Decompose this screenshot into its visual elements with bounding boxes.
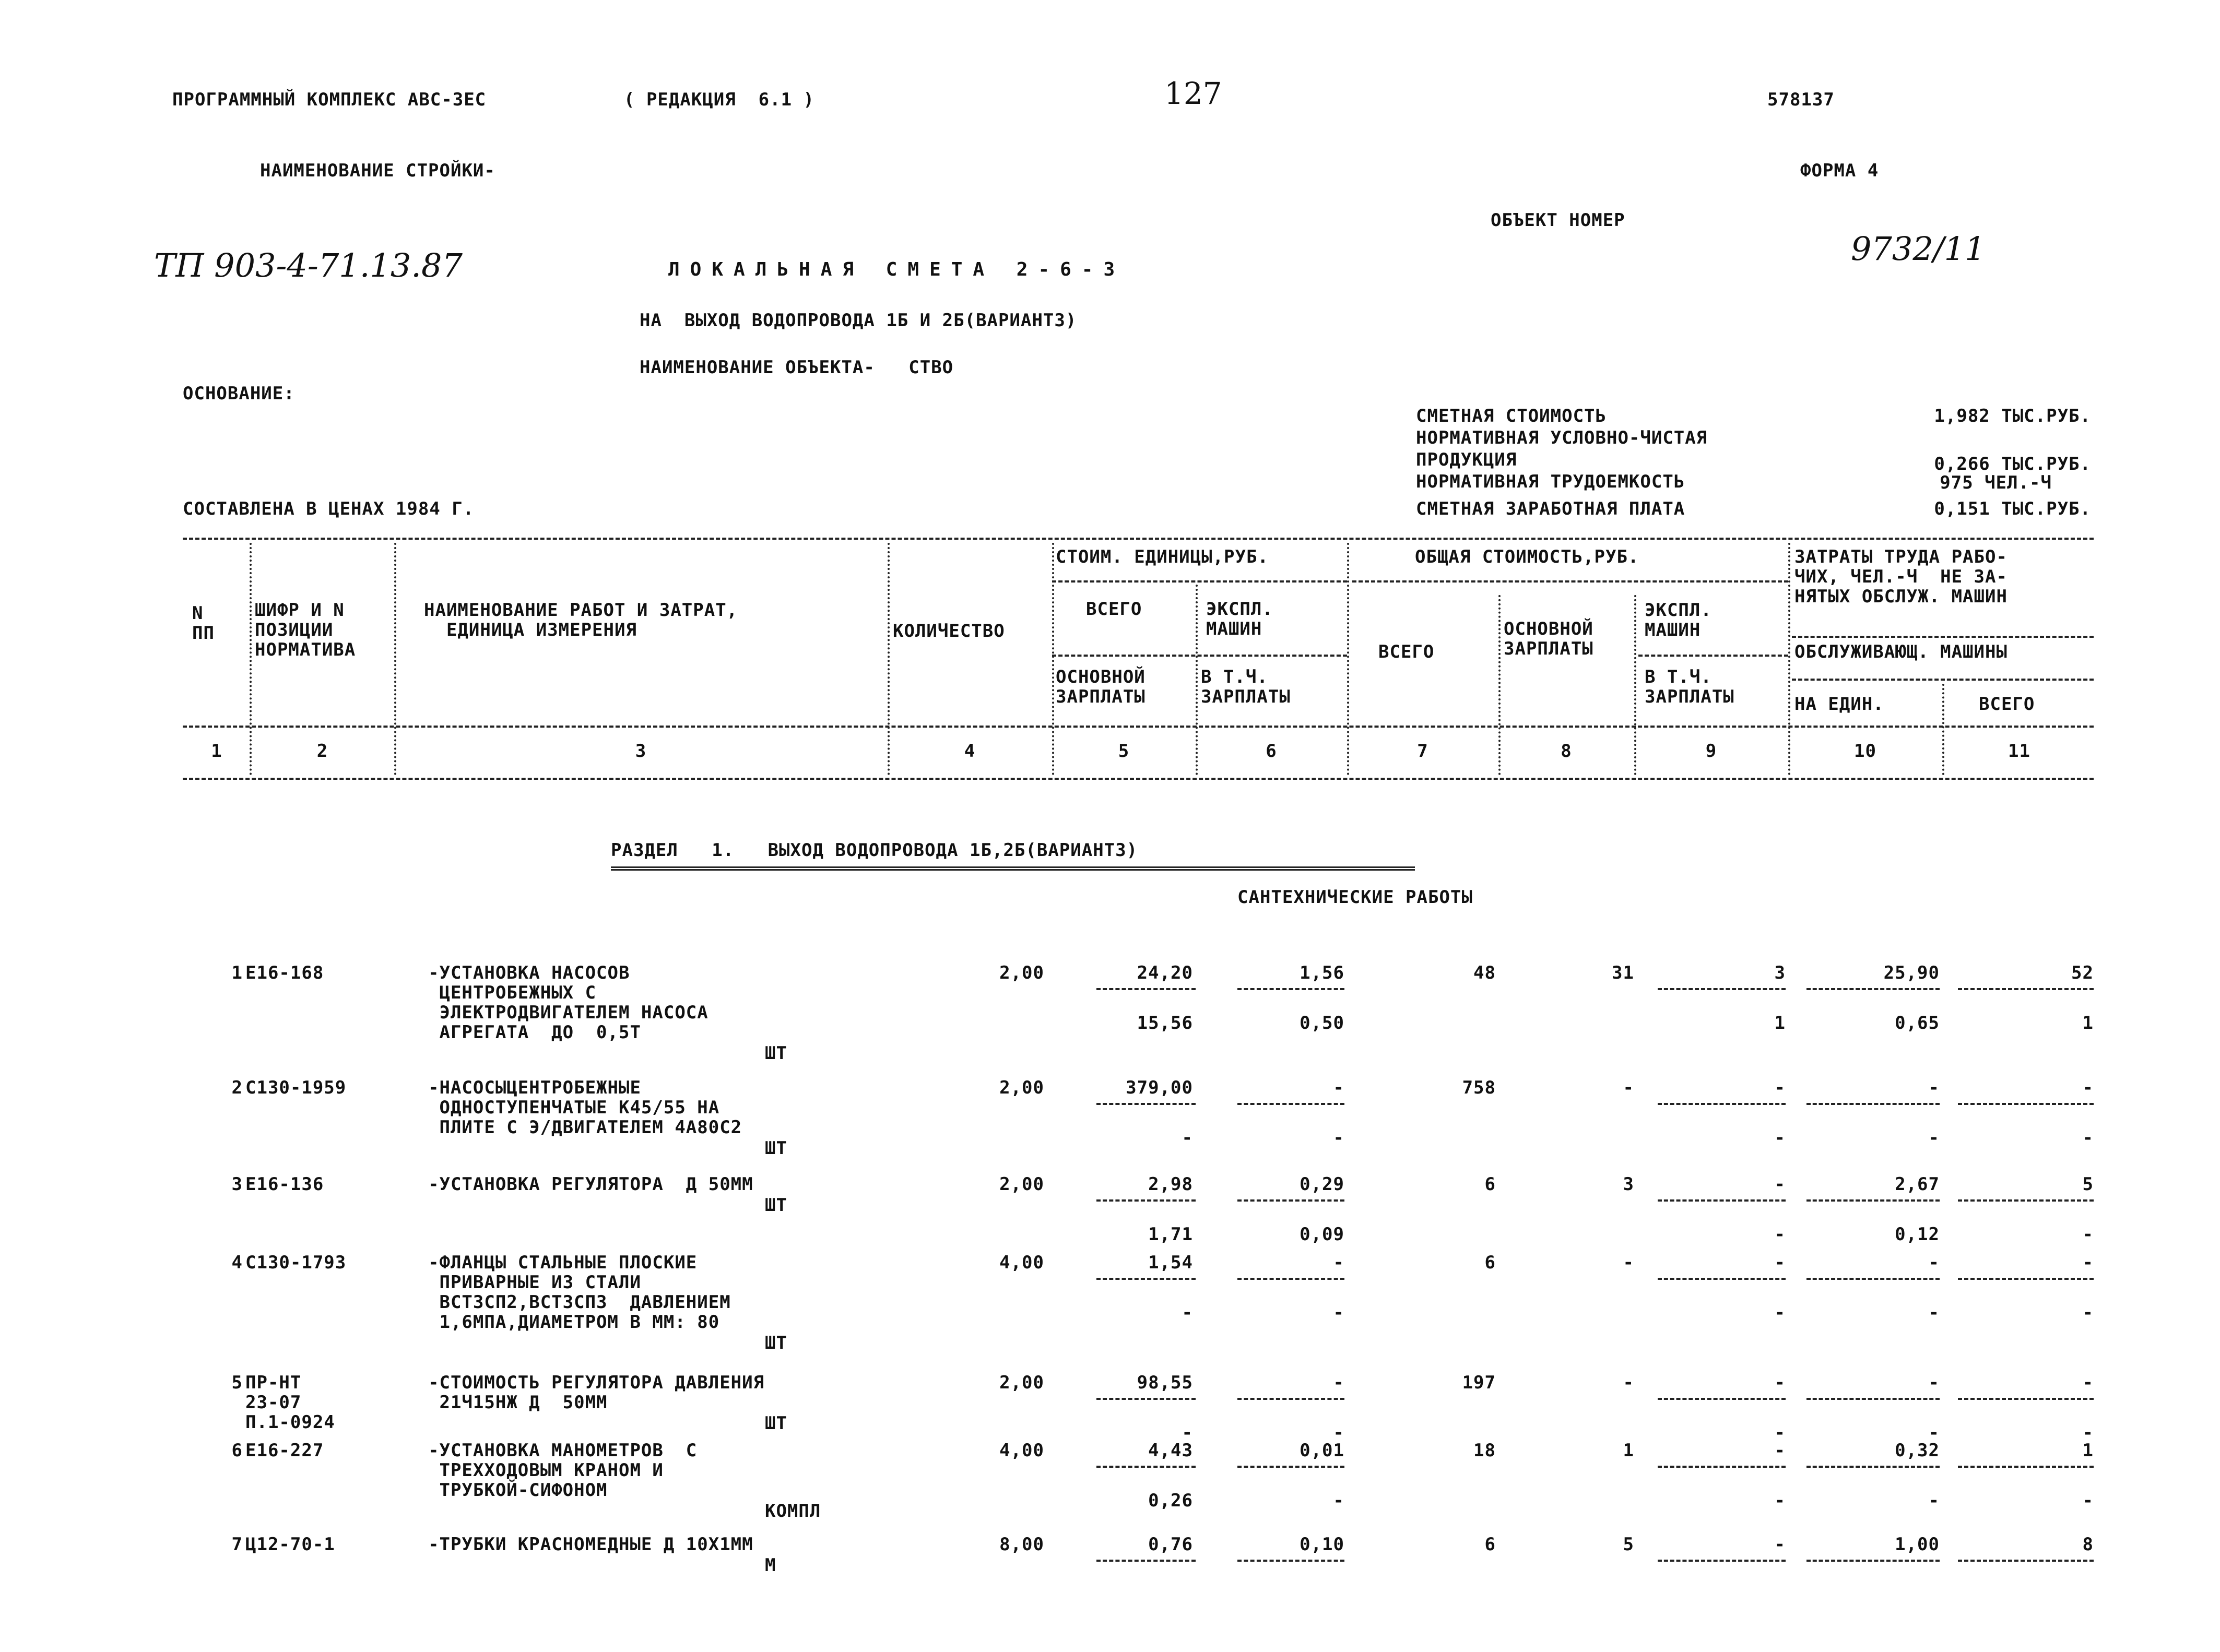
cell-qty: 4,00 [999,1440,1044,1461]
cell-code: ПР-НТ 23-07 П.1-0924 [245,1372,335,1433]
cell-c7: 6 [1484,1174,1496,1195]
column-number: 1 [211,741,222,762]
summary-label: СМЕТНАЯ ЗАРАБОТНАЯ ПЛАТА [1416,498,1685,519]
cell-c9: - [1774,1440,1786,1461]
cell-divider [1958,1278,2094,1280]
summary-label: ПРОДУКЦИЯ [1416,449,1517,470]
cell-c6: 0,10 [1300,1534,1344,1555]
header-cell: ЭКСПЛ. МАШИН [1206,599,1273,639]
header-cell: ОБСЛУЖИВАЮЩ. МАШИНЫ [1794,641,2008,662]
cell-qty: 2,00 [999,1174,1044,1195]
cell-unit: ШТ [765,1195,787,1216]
basis-label: ОСНОВАНИЕ: [183,383,295,404]
header-cell: ОСНОВНОЙ ЗАРПЛАТЫ [1504,619,1593,659]
cell-divider [1958,1560,2094,1562]
cell-desc: -СТОИМОСТЬ РЕГУЛЯТОРА ДАВЛЕНИЯ 21Ч15НЖ Д 50ММ [428,1372,765,1413]
cell-c6-sub: - [1333,1490,1344,1511]
cell-c9-sub: - [1774,1224,1786,1245]
column-divider [1196,585,1198,775]
column-number: 5 [1118,741,1130,762]
cell-c6: - [1333,1077,1344,1098]
column-divider [1788,543,1790,775]
cell-c5: 4,43 [1148,1440,1193,1461]
column-divider [1634,595,1636,775]
cell-c5: 24,20 [1137,962,1193,983]
column-number: 6 [1266,741,1277,762]
cell-divider [1096,1560,1196,1562]
handwritten-code: ТП 903-4-71.13.87 [154,246,463,284]
cell-c5-sub: 1,71 [1148,1224,1193,1245]
rule [1638,655,1788,657]
cell-code: Е16-168 [245,962,324,983]
cell-c10-sub: - [1928,1490,1940,1511]
cell-qty: 2,00 [999,1077,1044,1098]
cell-divider [1096,988,1196,990]
cell-divider [1806,1278,1940,1280]
header-cell: КОЛИЧЕСТВО [893,621,1005,641]
cell-divider [1658,1199,1786,1202]
section-underline [611,866,1415,871]
cell-divider [1806,1199,1940,1202]
cell-divider [1096,1278,1196,1280]
cell-c6: 1,56 [1300,962,1344,983]
cell-divider [1658,988,1786,990]
cell-c5-sub: - [1182,1302,1193,1323]
header-cell: ВСЕГО [1979,694,2035,715]
rule [1792,679,2094,681]
header-cell: ВСЕГО [1086,599,1142,620]
cell-c5-sub: 15,56 [1137,1013,1193,1033]
cell-divider [1237,1199,1344,1202]
column-number: 11 [2008,741,2030,762]
header-cell: ОСНОВНОЙ ЗАРПЛАТЫ [1056,667,1146,707]
cell-c9: - [1774,1372,1786,1393]
cell-c9: - [1774,1077,1786,1098]
cell-c10: 1,00 [1895,1534,1940,1555]
cell-n: 3 [231,1174,243,1195]
cell-divider [1237,988,1344,990]
cell-divider [1237,1466,1344,1468]
summary-label: СМЕТНАЯ СТОИМОСТЬ [1416,406,1607,426]
rule [183,538,2094,540]
cell-c8: 5 [1623,1534,1634,1555]
header-cell: СТОИМ. ЕДИНИЦЫ,РУБ. [1056,546,1269,567]
cell-n: 1 [231,962,243,983]
summary-value: 0,151 ТЫС.РУБ. [1934,498,2091,519]
cell-qty: 8,00 [999,1534,1044,1555]
cell-c5-sub: - [1182,1422,1193,1443]
cell-desc: -УСТАНОВКА РЕГУЛЯТОРА Д 50ММ [428,1174,753,1195]
cell-divider [1096,1199,1196,1202]
summary-value: 975 ЧЕЛ.-Ч [1940,472,2052,493]
column-divider [250,543,252,775]
object-number-label: ОБЪЕКТ НОМЕР [1491,210,1625,231]
section-subtitle: САНТЕХНИЧЕСКИЕ РАБОТЫ [1237,887,1473,908]
cell-divider [1237,1398,1344,1400]
cell-desc: -УСТАНОВКА МАНОМЕТРОВ С ТРЕХХОДОВЫМ КРАНОМ И ТРУБКОЙ-СИФОНОМ [428,1440,698,1501]
cell-c10: - [1928,1372,1940,1393]
summary-label: НОРМАТИВНАЯ ТРУДОЕМКОСТЬ [1416,471,1685,492]
cell-divider [1958,1398,2094,1400]
cell-c8: - [1623,1372,1634,1393]
cell-c6-sub: - [1333,1127,1344,1148]
cell-c5: 2,98 [1148,1174,1193,1195]
cell-c11-sub: - [2082,1127,2094,1148]
cell-c11: 5 [2082,1174,2094,1195]
header-cell: В Т.Ч. ЗАРПЛАТЫ [1645,667,1734,707]
form-label: ФОРМА 4 [1800,160,1879,181]
rule [1792,636,2094,638]
rule [183,726,2094,728]
cell-unit: М [765,1555,776,1576]
cell-c6: - [1333,1372,1344,1393]
column-divider [888,543,890,775]
header-cell: N ПП [192,603,215,644]
cell-qty: 4,00 [999,1252,1044,1273]
cell-c10-sub: 0,65 [1895,1013,1940,1033]
cell-divider [1096,1466,1196,1468]
cell-c11: 8 [2082,1534,2094,1555]
cell-c6-sub: 0,09 [1300,1224,1344,1245]
header-cell: ЗАТРАТЫ ТРУДА РАБО- ЧИХ, ЧЕЛ.-Ч НЕ ЗА- НЯТЫХ ОБСЛУЖ. МАШИН [1794,546,2008,607]
cell-c8: - [1623,1252,1634,1273]
cell-code: С130-1959 [245,1077,347,1098]
cell-c9: - [1774,1252,1786,1273]
cell-unit: ШТ [765,1333,787,1353]
rule [183,778,2094,780]
cell-c10-sub: - [1928,1422,1940,1443]
prices-label: СОСТАВЛЕНА В ЦЕНАХ 1984 Г. [183,498,475,519]
cell-c7: 758 [1462,1077,1496,1098]
cell-c7: 18 [1473,1440,1496,1461]
header-cell: НА ЕДИН. [1794,694,1884,715]
cell-c11-sub: 1 [2082,1013,2094,1033]
cell-c11-sub: - [2082,1422,2094,1443]
cell-qty: 2,00 [999,962,1044,983]
cell-divider [1958,1199,2094,1202]
cell-code: Е16-227 [245,1440,324,1461]
construction-label: НАИМЕНОВАНИЕ СТРОЙКИ- [260,160,495,181]
cell-n: 4 [231,1252,243,1273]
cell-divider [1658,1103,1786,1105]
cell-c6: - [1333,1252,1344,1273]
section-title: РАЗДЕЛ 1. ВЫХОД ВОДОПРОВОДА 1Б,2Б(ВАРИАНТ3) [611,840,1138,861]
cell-c9-sub: - [1774,1422,1786,1443]
cell-n: 5 [231,1372,243,1393]
cell-c11-sub: - [2082,1302,2094,1323]
rule [1052,655,1347,657]
handwritten-object-number: 9732/11 [1851,230,1986,268]
column-number: 3 [635,741,647,762]
cell-c6-sub: - [1333,1422,1344,1443]
column-divider [1498,595,1501,775]
cell-divider [1237,1103,1344,1105]
program-edition: ( РЕДАКЦИЯ 6.1 ) [624,89,814,110]
cell-c9-sub: 1 [1774,1013,1786,1033]
cell-c10: - [1928,1252,1940,1273]
column-number: 10 [1854,741,1876,762]
cell-divider [1658,1466,1786,1468]
cell-c9-sub: - [1774,1302,1786,1323]
column-number: 4 [964,741,976,762]
cell-c11: 52 [2071,962,2094,983]
column-divider [1347,543,1349,775]
column-divider [1942,684,1944,775]
document-number: 578137 [1767,89,1835,110]
column-number: 2 [316,741,328,762]
cell-c7: 197 [1462,1372,1496,1393]
document-subtitle: НА ВЫХОД ВОДОПРОВОДА 1Б И 2Б(ВАРИАНТ3) [640,310,1077,331]
cell-divider [1658,1278,1786,1280]
cell-c6-sub: 0,50 [1300,1013,1344,1033]
cell-c5-sub: 0,26 [1148,1490,1193,1511]
cell-c11: 1 [2082,1440,2094,1461]
header-cell: НАИМЕНОВАНИЕ РАБОТ И ЗАТРАТ, ЕДИНИЦА ИЗМЕРЕНИЯ [424,600,738,640]
cell-divider [1237,1278,1344,1280]
cell-c7: 6 [1484,1534,1496,1555]
page-number: 127 [1164,76,1222,111]
cell-divider [1806,1466,1940,1468]
cell-divider [1096,1103,1196,1105]
object-name: НАИМЕНОВАНИЕ ОБЪЕКТА- СТВО [640,357,954,378]
cell-divider [1806,1103,1940,1105]
cell-c7: 48 [1473,962,1496,983]
cell-n: 7 [231,1534,243,1555]
cell-c11: - [2082,1077,2094,1098]
cell-c9: 3 [1774,962,1786,983]
header-cell: ВСЕГО [1378,641,1435,662]
cell-divider [1806,1560,1940,1562]
cell-c8: 31 [1612,962,1634,983]
cell-c9-sub: - [1774,1490,1786,1511]
cell-c5: 98,55 [1137,1372,1193,1393]
header-cell: ШИФР И N ПОЗИЦИИ НОРМАТИВА [255,600,356,660]
cell-c5: 1,54 [1148,1252,1193,1273]
header-cell: ЭКСПЛ. МАШИН [1645,600,1712,640]
cell-unit: ШТ [765,1138,787,1159]
cell-c11-sub: - [2082,1490,2094,1511]
column-number: 9 [1705,741,1717,762]
cell-divider [1958,1103,2094,1105]
cell-divider [1658,1398,1786,1400]
cell-divider [1658,1560,1786,1562]
document-title: ЛОКАЛЬНАЯ СМЕТА 2-6-3 [668,259,1126,280]
cell-divider [1958,1466,2094,1468]
cell-c10-sub: - [1928,1302,1940,1323]
summary-value: 1,982 ТЫС.РУБ. [1934,406,2091,426]
cell-n: 2 [231,1077,243,1098]
cell-c8: - [1623,1077,1634,1098]
cell-desc: -ТРУБКИ КРАСНОМЕДНЫЕ Д 10Х1ММ [428,1534,753,1555]
cell-c11: - [2082,1372,2094,1393]
cell-c6: 0,29 [1300,1174,1344,1195]
cell-unit: ШТ [765,1043,787,1064]
column-divider [1052,543,1054,775]
cell-n: 6 [231,1440,243,1461]
cell-desc: -НАСОСЫЦЕНТРОБЕЖНЫЕ ОДНОСТУПЕНЧАТЫЕ К45/55 НА ПЛИТЕ С Э/ДВИГАТЕЛЕМ 4А80С2 [428,1077,742,1138]
cell-c9: - [1774,1174,1786,1195]
cell-code: Ц12-70-1 [245,1534,335,1555]
cell-c5: 379,00 [1126,1077,1193,1098]
cell-divider [1237,1560,1344,1562]
cell-c10: - [1928,1077,1940,1098]
cell-c11: - [2082,1252,2094,1273]
header-cell: В Т.Ч. ЗАРПЛАТЫ [1201,667,1291,707]
cell-c7: 6 [1484,1252,1496,1273]
cell-c11-sub: - [2082,1224,2094,1245]
cell-divider [1806,1398,1940,1400]
column-divider [394,543,396,775]
cell-c10: 0,32 [1895,1440,1940,1461]
program-name: ПРОГРАММНЫЙ КОМПЛЕКС АВС-3ЕС [172,89,487,110]
cell-c6: 0,01 [1300,1440,1344,1461]
cell-c5-sub: - [1182,1127,1193,1148]
rule [1352,580,1788,583]
cell-c5: 0,76 [1148,1534,1193,1555]
cell-code: С130-1793 [245,1252,347,1273]
cell-divider [1096,1398,1196,1400]
cell-divider [1806,988,1940,990]
cell-desc: -УСТАНОВКА НАСОСОВ ЦЕНТРОБЕЖНЫХ С ЭЛЕКТРОДВИГАТЕЛЕМ НАСОСА АГРЕГАТА ДО 0,5Т [428,962,708,1043]
cell-c10-sub: - [1928,1127,1940,1148]
cell-unit: ШТ [765,1413,787,1434]
summary-value: 0,266 ТЫС.РУБ. [1934,454,2091,474]
cell-code: Е16-136 [245,1174,324,1195]
cell-c10: 2,67 [1895,1174,1940,1195]
cell-c9-sub: - [1774,1127,1786,1148]
column-number: 8 [1561,741,1572,762]
rule [1052,580,1347,583]
cell-unit: КОМПЛ [765,1501,821,1522]
cell-c10: 25,90 [1883,962,1940,983]
cell-desc: -ФЛАНЦЫ СТАЛЬНЫЕ ПЛОСКИЕ ПРИВАРНЫЕ ИЗ СТАЛИ ВСТ3СП2,ВСТ3СП3 ДАВЛЕНИЕМ 1,6МПА,ДИАМЕТРОМ В ММ: 80 [428,1252,731,1333]
cell-c9: - [1774,1534,1786,1555]
cell-c8: 3 [1623,1174,1634,1195]
cell-qty: 2,00 [999,1372,1044,1393]
column-number: 7 [1417,741,1428,762]
header-cell: ОБЩАЯ СТОИМОСТЬ,РУБ. [1415,546,1639,567]
cell-divider [1958,988,2094,990]
summary-label: НОРМАТИВНАЯ УСЛОВНО-ЧИСТАЯ [1416,427,1708,448]
cell-c6-sub: - [1333,1302,1344,1323]
cell-c8: 1 [1623,1440,1634,1461]
cell-c10-sub: 0,12 [1895,1224,1940,1245]
